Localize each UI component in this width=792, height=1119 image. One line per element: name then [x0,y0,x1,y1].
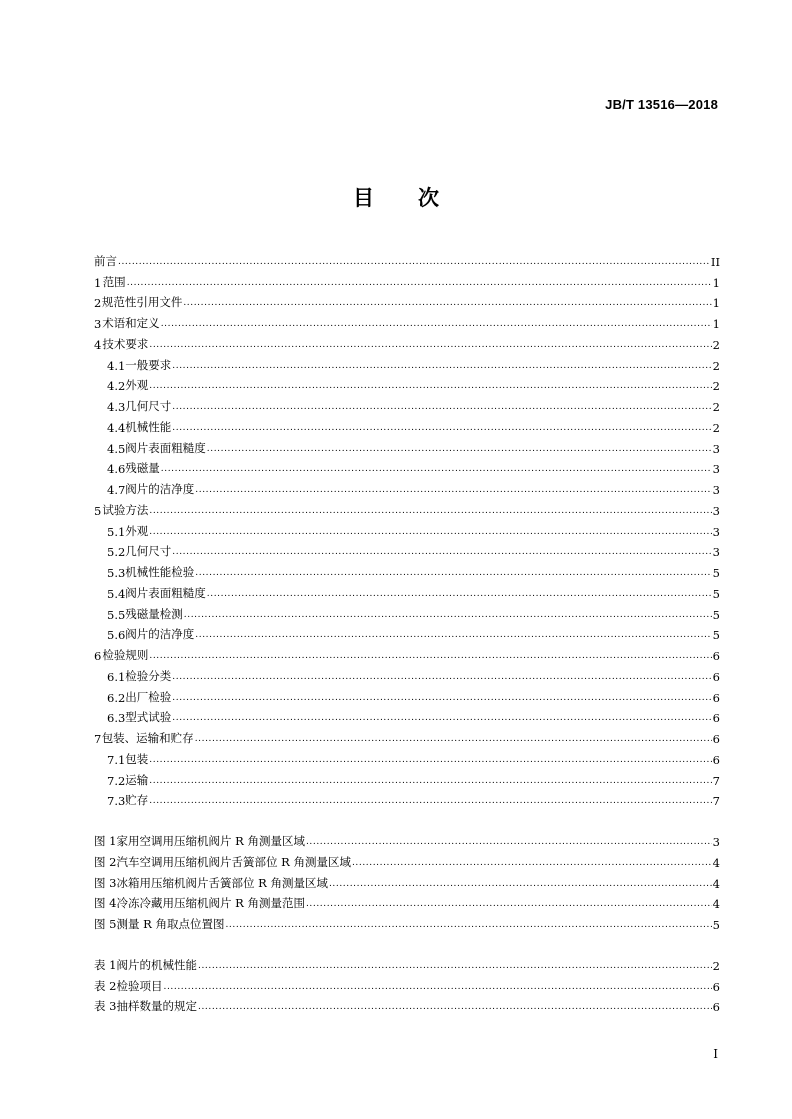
toc-entry-number: 3 [94,317,102,331]
toc-entry-page: 2 [712,337,720,352]
figure-entry-number: 图 4 [94,896,117,911]
toc-entry-title: 外观 [125,523,149,538]
figure-entry-number: 图 1 [94,834,117,848]
toc-entry-page: 5 [712,607,720,622]
toc-entry-title: 出厂检验 [125,689,172,704]
toc-entry-number: 4.2 [107,379,126,394]
toc-entry-number: 4.3 [107,400,126,414]
table-of-contents [94,248,720,1014]
toc-entry-title: 几何尺寸 [125,399,172,413]
dot-leader [172,548,711,559]
dot-leader [172,424,711,435]
dot-leader [127,279,712,290]
toc-entry[interactable] [94,601,720,622]
toc-entry-title: 范围 [102,274,126,289]
toc-entry-number: 7.3 [107,794,126,809]
dot-leader [149,382,711,393]
dot-leader [195,486,711,497]
toc-entry-number: 4.7 [107,483,126,497]
table-entry[interactable] [94,994,720,1015]
toc-entry[interactable] [94,705,720,726]
dot-leader [172,403,711,414]
table-entry-page: 6 [712,1000,720,1015]
toc-entry-page: 5 [712,586,720,601]
toc-entry-number: 1 [94,275,102,290]
dot-leader [149,756,711,767]
toc-entry[interactable] [94,559,720,580]
standard-code: JB/T 13516—2018 [605,97,718,112]
toc-entry-number: 4 [94,337,102,352]
toc-entry-title: 几何尺寸 [125,544,172,559]
table-entry[interactable] [94,952,720,973]
dot-leader [161,320,712,331]
toc-entry-title: 阀片表面粗糙度 [125,440,206,455]
figure-entry-number: 图 5 [94,917,117,931]
toc-entry[interactable] [94,290,720,311]
toc-entry[interactable] [94,393,720,414]
toc-entry-title: 术语和定义 [102,316,160,330]
dot-leader [306,838,712,849]
toc-entry[interactable] [94,248,720,269]
toc-entry-number: 5.4 [107,586,126,601]
toc-entry[interactable] [94,331,720,352]
dot-leader [118,258,710,269]
dot-leader [195,735,712,746]
toc-entry-page: 3 [712,503,720,518]
dot-leader [183,299,711,310]
toc-entry-page: 3 [712,441,720,456]
toc-entry-page: 6 [712,711,720,726]
table-entry-number: 表 3 [94,999,117,1014]
toc-entry-title: 包装 [125,751,149,766]
toc-entry-number: 5.2 [107,545,126,560]
toc-entry-page: 3 [712,524,720,539]
toc-entry-number: 7 [94,732,102,746]
figure-entry-title: 家用空调用压缩机阀片 R 角测量区域 [116,834,305,848]
toc-entry[interactable] [94,788,720,809]
toc-entry-page: 5 [712,566,720,580]
toc-entry-title: 阀片的洁净度 [125,627,195,642]
figure-entry[interactable] [94,911,720,932]
figure-entry-number: 图 3 [94,875,117,890]
toc-entry-page: 1 [712,317,720,331]
toc-entry[interactable] [94,456,720,477]
toc-entry-number: 6 [94,649,102,663]
toc-entry-title: 阀片的洁净度 [125,482,195,496]
figure-entry[interactable] [94,849,720,870]
toc-entry-number: 7.2 [107,773,126,788]
figure-entry-page: 4 [712,855,720,870]
figure-entry[interactable] [94,828,720,849]
figure-entry[interactable] [94,891,720,912]
toc-entry-page: 3 [712,483,720,497]
toc-entry-page: 2 [712,400,720,414]
toc-entry-number: 5 [94,503,102,518]
toc-entry[interactable] [94,497,720,518]
figure-entry-page: 3 [712,835,720,849]
toc-entry-number: 4.6 [107,462,126,477]
figure-entry-page: 4 [712,876,720,891]
dot-leader [172,362,711,373]
toc-entry-page: II [710,254,720,269]
toc-entry-number: 2 [94,296,102,311]
toc-entry-title: 运输 [125,772,149,787]
toc-entry-page: 2 [712,379,720,394]
toc-entry[interactable] [94,663,720,684]
toc-entry-page: 2 [712,420,720,435]
toc-entry-number: 6.3 [107,711,126,726]
toc-entry-page: 6 [712,669,720,684]
toc-entry-title: 残磁量 [125,461,160,476]
toc-entry-title: 包装、运输和贮存 [101,731,194,745]
page-number: I [713,1047,718,1061]
toc-entry[interactable] [94,684,720,705]
figure-entry-title: 测量 R 角取点位置图 [116,917,225,931]
dot-leader [306,900,712,911]
toc-entry[interactable] [94,435,720,456]
toc-entry-number: 5.3 [107,566,126,580]
dot-leader [198,962,712,973]
toc-entry-page: 6 [712,732,720,746]
toc-entry-title: 试验方法 [102,502,149,517]
toc-entry-title: 残磁量检测 [125,606,183,621]
table-entry-title: 抽样数量的规定 [116,999,197,1014]
toc-entry[interactable] [94,580,720,601]
dot-leader [172,673,711,684]
toc-entry[interactable] [94,725,720,746]
toc-entry-title: 型式试验 [125,710,172,725]
dot-leader [352,859,712,870]
toc-entry-number: 4.1 [107,358,126,373]
title-char-1: 目 [353,186,374,210]
toc-entry[interactable] [94,518,720,539]
figure-entry-page: 5 [712,918,720,932]
toc-entry-number: 6.2 [107,690,126,705]
table-entry-page: 2 [712,958,720,973]
toc-entry-number: 6.1 [107,669,126,684]
toc-entry-page: 6 [712,752,720,767]
toc-entry-title: 规范性引用文件 [101,295,183,310]
toc-entry-title: 检验规则 [102,648,149,662]
dot-leader [149,528,711,539]
toc-entry-title: 一般要求 [125,357,172,372]
figure-entry[interactable] [94,870,720,891]
toc-entry-number: 5.6 [107,628,126,643]
toc-entry-title: 前言 [94,253,117,268]
toc-entry[interactable] [94,539,720,560]
toc-entry-title: 外观 [125,378,149,393]
toc-entry[interactable] [94,414,720,435]
toc-entry-page: 1 [712,275,720,290]
dot-leader [329,880,712,891]
figure-entry-title: 汽车空调用压缩机阀片舌簧部位 R 角测量区域 [116,854,351,869]
toc-entry-page: 3 [712,545,720,560]
dot-leader [207,590,712,601]
table-entry-title: 阀片的机械性能 [116,957,197,972]
figure-entry-title: 冷冻冷藏用压缩机阀片 R 角测量范围 [116,896,305,911]
dot-leader [149,507,711,518]
toc-entry-page: 6 [712,690,720,705]
toc-entry-title: 检验分类 [125,668,172,683]
page-title [0,182,792,212]
dot-leader [207,445,712,456]
figure-entry-page: 4 [712,897,720,912]
dot-leader [149,797,711,808]
toc-entry-title: 机械性能检验 [125,565,195,579]
toc-entry-page: 7 [712,773,720,788]
toc-entry-page: 3 [712,462,720,477]
toc-entry[interactable] [94,352,720,373]
dot-leader [149,777,711,788]
toc-entry-number: 5.5 [107,607,126,622]
toc-entry[interactable] [94,269,720,290]
dot-leader [149,341,711,352]
table-entry-title: 检验项目 [116,978,163,993]
toc-entry-page: 7 [712,794,720,809]
toc-entry-page: 1 [712,296,720,311]
dot-leader [198,1003,712,1014]
toc-entry[interactable] [94,642,720,663]
toc-entry[interactable] [94,767,720,788]
toc-entry-number: 4.5 [107,441,126,456]
toc-entry[interactable] [94,746,720,767]
dot-leader [161,465,712,476]
dot-leader [172,714,711,725]
toc-entry-page: 2 [712,358,720,373]
toc-entry-page: 5 [712,628,720,643]
toc-entry-number: 4.4 [107,420,126,435]
dot-leader [172,694,711,705]
table-entry-number: 表 1 [94,957,117,972]
table-entry-page: 6 [712,979,720,994]
dot-leader [149,652,711,663]
title-char-2: 次 [418,186,439,210]
toc-entry[interactable] [94,622,720,643]
toc-entry-number: 5.1 [107,524,126,539]
table-entry[interactable] [94,973,720,994]
toc-entry-page: 6 [712,649,720,663]
figure-entry-title: 冰箱用压缩机阀片舌簧部位 R 角测量区域 [116,875,328,890]
toc-entry-number: 7.1 [107,752,126,767]
toc-entry-title: 阀片表面粗糙度 [125,585,206,600]
dot-leader [163,983,711,994]
dot-leader [195,631,711,642]
table-entry-number: 表 2 [94,978,117,993]
figure-entry-number: 图 2 [94,854,117,869]
toc-entry-title: 贮存 [125,793,149,808]
toc-entry-title: 技术要求 [102,336,149,351]
toc-entry[interactable] [94,476,720,497]
dot-leader [195,569,711,580]
toc-entry-title: 机械性能 [125,419,172,434]
toc-entry[interactable] [94,373,720,394]
toc-entry[interactable] [94,310,720,331]
dot-leader [225,921,711,932]
dot-leader [184,611,712,622]
